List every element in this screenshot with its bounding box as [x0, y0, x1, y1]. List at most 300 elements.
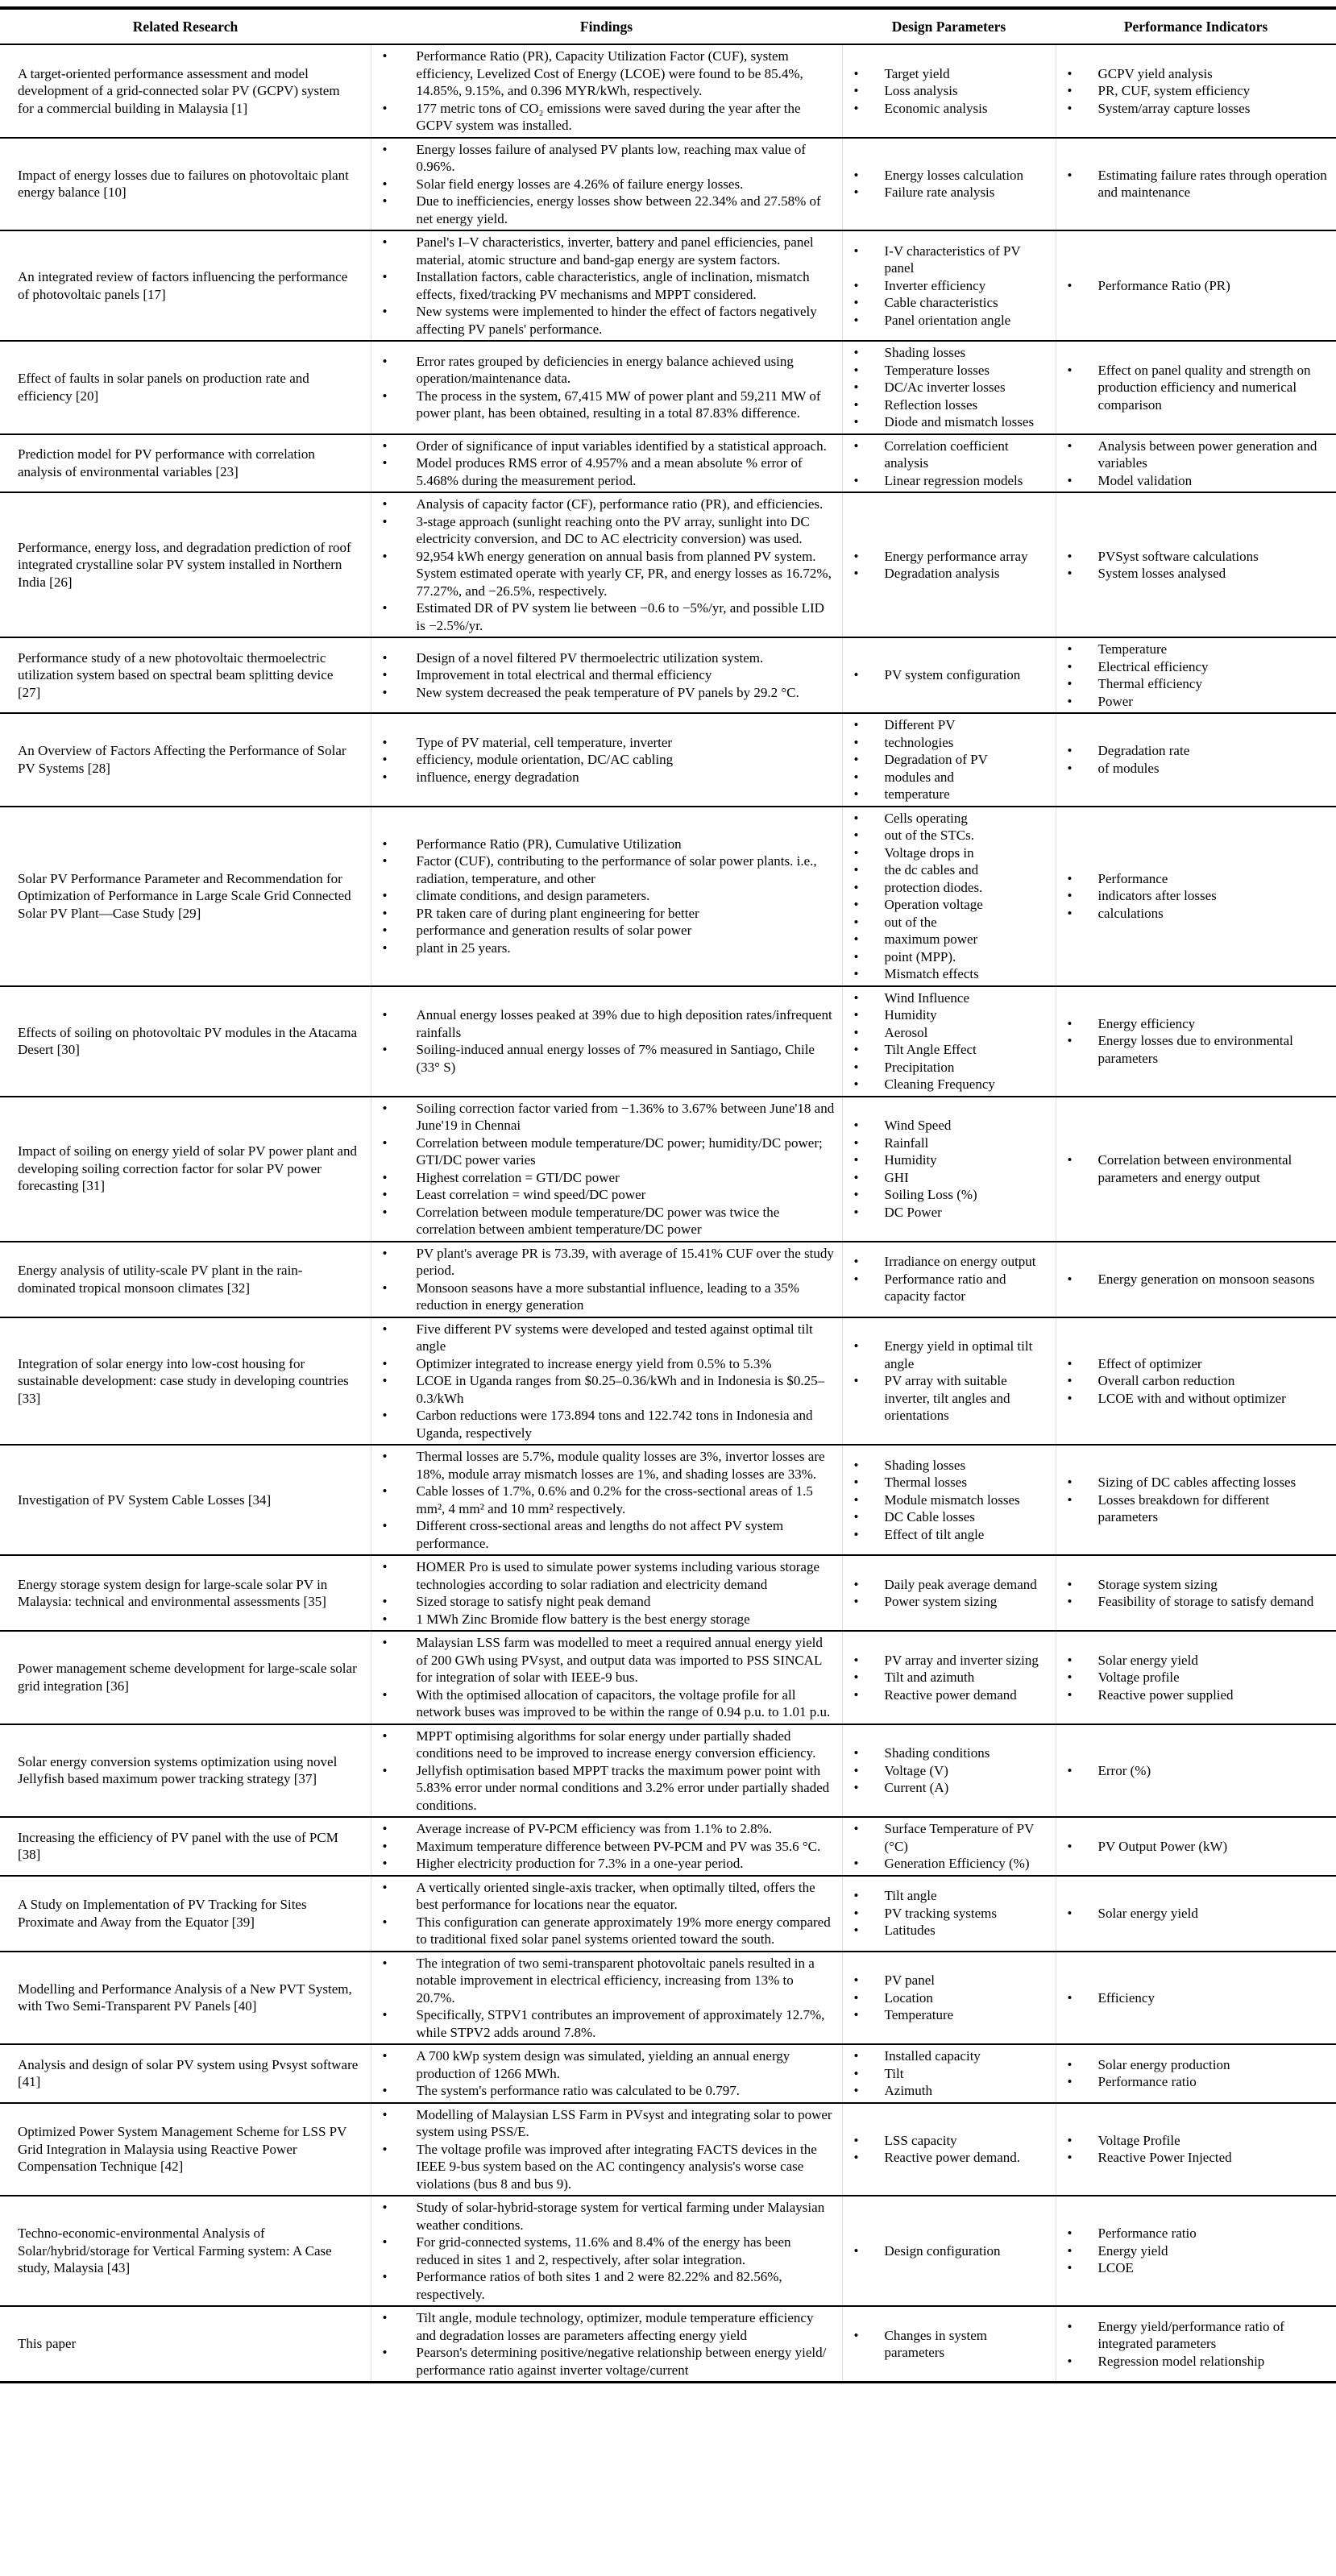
- design-parameters-cell: [842, 1631, 1056, 1724]
- findings-cell: [371, 1097, 842, 1242]
- findings-list-item: • Average increase of PV-PCM efficiency was from 1.1% to 2.8%.: [380, 1820, 836, 1838]
- findings-list-item: • Performance Ratio (PR), Capacity Utilization Factor (CUF), system efficiency, Levelized Cost of Energy (LCOE) were found to be 85.4%, 14.85%, 9.15%, and 0.396 MYR/kWh, respectively.: [380, 48, 836, 100]
- findings-list-item: • Pearson's determining positive/negative relationship between energy yield/ performance ratio against inverter voltage/current: [380, 2344, 836, 2379]
- findings-list-item: • performance and generation results of solar power: [380, 922, 836, 940]
- indicators-list-item: • LCOE: [1064, 2259, 1330, 2277]
- header-related-research: Related Research: [0, 8, 371, 44]
- table-row: [0, 1445, 1336, 1555]
- indicators-list-item: • Performance ratio: [1064, 2073, 1330, 2091]
- design-list-item: • Rainfall: [851, 1135, 1049, 1152]
- findings-list-item: • For grid-connected systems, 11.6% and 8.4% of the energy has been reduced in sites 1 and 2, respectively, after solar integration.: [380, 2234, 836, 2268]
- findings-list-item: • efficiency, module orientation, DC/AC cabling: [380, 751, 836, 769]
- findings-cell: [371, 986, 842, 1097]
- indicators-list-item: • Effect of optimizer: [1064, 1355, 1330, 1373]
- indicators-list-item: • System losses analysed: [1064, 565, 1330, 583]
- design-list-item: • PV array and inverter sizing: [851, 1652, 1049, 1670]
- design-parameters-cell: [842, 986, 1056, 1097]
- design-list-item: • Location: [851, 1989, 1049, 2007]
- design-list-item: • Surface Temperature of PV (°C): [851, 1820, 1049, 1855]
- design-list-item: • Failure rate analysis: [851, 184, 1049, 201]
- design-list-item: • Aerosol: [851, 1024, 1049, 1042]
- indicators-list: [1064, 1652, 1330, 1704]
- design-list-item: • DC Cable losses: [851, 1508, 1049, 1526]
- indicators-list-item: • Degradation rate: [1064, 742, 1330, 760]
- findings-cell: [371, 1952, 842, 2045]
- design-list-item: • I-V characteristics of PV panel: [851, 243, 1049, 277]
- findings-list: [380, 2106, 836, 2193]
- related-research-cell: Prediction model for PV performance with correlation analysis of environmental variables [23]: [0, 434, 371, 493]
- design-parameters-cell: [842, 341, 1056, 434]
- design-list-item: • Wind Speed: [851, 1117, 1049, 1135]
- findings-list-item: • HOMER Pro is used to simulate power systems including various storage technologies according to solar radiation and electricity demand: [380, 1558, 836, 1593]
- indicators-list: [1064, 641, 1330, 710]
- findings-list-item: • This configuration can generate approximately 19% more energy compared to traditional fixed solar panel systems oriented toward the south.: [380, 1914, 836, 1948]
- indicators-list-item: • PR, CUF, system efficiency: [1064, 82, 1330, 100]
- findings-list-item: • Highest correlation = GTI/DC power: [380, 1169, 836, 1187]
- design-list: [851, 167, 1049, 201]
- findings-cell: [371, 44, 842, 138]
- related-research-cell: Analysis and design of solar PV system using Pvsyst software [41]: [0, 2044, 371, 2103]
- design-list: [851, 438, 1049, 490]
- findings-list-item: • New system decreased the peak temperature of PV panels by 29.2 °C.: [380, 684, 836, 702]
- performance-indicators-cell: [1056, 44, 1336, 138]
- table-row: [0, 1876, 1336, 1952]
- findings-list: [380, 1558, 836, 1628]
- design-list-item: • Shading conditions: [851, 1744, 1049, 1762]
- indicators-list-item: • Solar energy yield: [1064, 1905, 1330, 1923]
- design-list: [851, 2132, 1049, 2167]
- indicators-list: [1064, 742, 1330, 777]
- performance-indicators-cell: [1056, 2044, 1336, 2103]
- indicators-list-item: • Correlation between environmental parameters and energy output: [1064, 1151, 1330, 1186]
- indicators-list: [1064, 2318, 1330, 2371]
- design-parameters-cell: [842, 637, 1056, 713]
- related-research-cell: Solar energy conversion systems optimization using novel Jellyfish based maximum power tracking strategy [37]: [0, 1724, 371, 1818]
- design-list-item: • Voltage (V): [851, 1762, 1049, 1780]
- indicators-list-item: • Analysis between power generation and variables: [1064, 438, 1330, 472]
- indicators-list-item: • calculations: [1064, 905, 1330, 923]
- findings-list-item: • Due to inefficiencies, energy losses show between 22.34% and 27.58% of net energy yield.: [380, 193, 836, 227]
- indicators-list-item: • GCPV yield analysis: [1064, 65, 1330, 83]
- findings-list-item: • Factor (CUF), contributing to the performance of solar power plants. i.e., radiation, temperature, and other: [380, 852, 836, 887]
- design-list: [851, 810, 1049, 983]
- design-list-item: • Panel orientation angle: [851, 312, 1049, 330]
- indicators-list: [1064, 1576, 1330, 1611]
- findings-list-item: • The process in the system, 67,415 MW of power plant and 59,211 MW of power plant, has been obtained, resulting in a total 87.83% difference.: [380, 388, 836, 422]
- design-parameters-cell: [842, 1724, 1056, 1818]
- design-list-item: • Target yield: [851, 65, 1049, 83]
- design-list: [851, 1338, 1049, 1425]
- performance-indicators-cell: [1056, 1952, 1336, 2045]
- related-research-cell: Impact of soiling on energy yield of solar PV power plant and developing soiling correction factor for solar PV power forecasting [31]: [0, 1097, 371, 1242]
- design-list: [851, 1887, 1049, 1939]
- design-list-item: • DC/Ac inverter losses: [851, 379, 1049, 396]
- design-list-item: • Shading losses: [851, 1457, 1049, 1475]
- indicators-list-item: • Sizing of DC cables affecting losses: [1064, 1474, 1330, 1491]
- findings-list-item: • Five different PV systems were developed and tested against optimal tilt angle: [380, 1321, 836, 1355]
- findings-list-item: • Panel's I–V characteristics, inverter, battery and panel efficiencies, panel material, atomic structure and band-gap energy are system factors.: [380, 234, 836, 268]
- findings-list-item: • 177 metric tons of CO₂ emissions were saved during the year after the GCPV system was installed.: [380, 100, 836, 135]
- performance-indicators-cell: [1056, 341, 1336, 434]
- table-row: [0, 637, 1336, 713]
- findings-list: [380, 1879, 836, 1948]
- indicators-list-item: • Storage system sizing: [1064, 1576, 1330, 1594]
- design-parameters-cell: [842, 492, 1056, 637]
- table-row: [0, 44, 1336, 138]
- findings-list-item: • Carbon reductions were 173.894 tons and 122.742 tons in Indonesia and Uganda, respectively: [380, 1407, 836, 1441]
- design-list: [851, 344, 1049, 431]
- table-row: [0, 1097, 1336, 1242]
- table-row: [0, 986, 1336, 1097]
- related-research-cell: Increasing the efficiency of PV panel with the use of PCM [38]: [0, 1817, 371, 1876]
- findings-list-item: • A 700 kWp system design was simulated, yielding an annual energy production of 1266 MWh.: [380, 2047, 836, 2082]
- related-research-cell: Integration of solar energy into low-cost housing for sustainable development: case study in developing countries [33]: [0, 1317, 371, 1446]
- design-parameters-cell: [842, 1952, 1056, 2045]
- findings-cell: [371, 138, 842, 231]
- findings-list-item: • Optimizer integrated to increase energy yield from 0.5% to 5.3%: [380, 1355, 836, 1373]
- findings-list-item: • New systems were implemented to hinder the effect of factors negatively affecting PV panels' performance.: [380, 303, 836, 338]
- performance-indicators-cell: [1056, 1097, 1336, 1242]
- related-research-cell: Investigation of PV System Cable Losses [34]: [0, 1445, 371, 1555]
- findings-cell: [371, 1242, 842, 1317]
- findings-list: [380, 1728, 836, 1815]
- findings-list-item: • Study of solar-hybrid-storage system for vertical farming under Malaysian weather conditions.: [380, 2199, 836, 2234]
- findings-list-item: • Correlation between module temperature/DC power; humidity/DC power; GTI/DC power varies: [380, 1135, 836, 1169]
- indicators-list: [1064, 1762, 1330, 1780]
- findings-cell: [371, 2306, 842, 2383]
- indicators-list-item: • Energy efficiency: [1064, 1015, 1330, 1033]
- related-research-cell: Solar PV Performance Parameter and Recommendation for Optimization of Performance in Large Scale Grid Connected Solar PV Plant—Case Study [29]: [0, 807, 371, 986]
- design-list: [851, 1253, 1049, 1305]
- design-parameters-cell: [842, 230, 1056, 341]
- findings-list-item: • Analysis of capacity factor (CF), performance ratio (PR), and efficiencies.: [380, 496, 836, 513]
- design-list-item: • PV array with suitable inverter, tilt angles and orientations: [851, 1372, 1049, 1425]
- design-list: [851, 1744, 1049, 1797]
- design-list-item: • technologies: [851, 734, 1049, 752]
- related-research-cell: Modelling and Performance Analysis of a New PVT System, with Two Semi-Transparent PV Panels [40]: [0, 1952, 371, 2045]
- indicators-list: [1064, 1271, 1330, 1288]
- related-research-cell: Performance, energy loss, and degradation prediction of roof integrated crystalline solar PV system installed in Northern India [26]: [0, 492, 371, 637]
- related-research-cell: Techno-economic-environmental Analysis of Solar/hybrid/storage for Vertical Farming system: A Case study, Malaysia [43]: [0, 2196, 371, 2306]
- findings-list-item: • 1 MWh Zinc Bromide flow battery is the best energy storage: [380, 1611, 836, 1628]
- design-list: [851, 2047, 1049, 2100]
- header-performance-indicators: Performance Indicators: [1056, 8, 1336, 44]
- design-list-item: • Reflection losses: [851, 396, 1049, 414]
- findings-cell: [371, 341, 842, 434]
- table-row: [0, 2306, 1336, 2383]
- indicators-list-item: • Model validation: [1064, 472, 1330, 490]
- findings-list-item: • Monsoon seasons have a more substantial influence, leading to a 35% reduction in energy generation: [380, 1280, 836, 1314]
- findings-list: [380, 141, 836, 228]
- findings-list: [380, 1100, 836, 1238]
- table-row: [0, 2196, 1336, 2306]
- indicators-list-item: • Power: [1064, 693, 1330, 711]
- design-parameters-cell: [842, 1242, 1056, 1317]
- design-list-item: • Cells operating: [851, 810, 1049, 828]
- design-list-item: • point (MPP).: [851, 948, 1049, 966]
- design-list-item: • Soiling Loss (%): [851, 1186, 1049, 1204]
- findings-cell: [371, 1724, 842, 1818]
- design-parameters-cell: [842, 1445, 1056, 1555]
- findings-list: [380, 836, 836, 957]
- findings-list-item: • The system's performance ratio was calculated to be 0.797.: [380, 2082, 836, 2100]
- findings-list-item: • Installation factors, cable characteristics, angle of inclination, mismatch effects, fixed/tracking PV mechanisms and MPPT considered.: [380, 268, 836, 303]
- design-list: [851, 243, 1049, 330]
- indicators-list-item: • Losses breakdown for different parameters: [1064, 1491, 1330, 1526]
- table-row: [0, 2044, 1336, 2103]
- findings-cell: [371, 2196, 842, 2306]
- design-list: [851, 2327, 1049, 2362]
- table-header-row: [0, 8, 1336, 44]
- performance-indicators-cell: [1056, 434, 1336, 493]
- findings-cell: [371, 1817, 842, 1876]
- design-list: [851, 65, 1049, 118]
- table-row: [0, 1317, 1336, 1446]
- findings-list: [380, 48, 836, 135]
- findings-list-item: • The voltage profile was improved after integrating FACTS devices in the IEEE 9-bus system based on the AC contingency analysis's worse case violations (bus 8 and bus 9).: [380, 2141, 836, 2193]
- findings-list: [380, 2047, 836, 2100]
- design-list-item: • Energy losses calculation: [851, 167, 1049, 185]
- design-list-item: • out of the: [851, 914, 1049, 931]
- design-list-item: • Inverter efficiency: [851, 277, 1049, 295]
- design-list-item: • PV tracking systems: [851, 1905, 1049, 1923]
- header-findings: Findings: [371, 8, 842, 44]
- design-list-item: • Current (A): [851, 1779, 1049, 1797]
- findings-list-item: • Estimated DR of PV system lie between −0.6 to −5%/yr, and possible LID is −2.5%/yr.: [380, 599, 836, 634]
- findings-list: [380, 1820, 836, 1873]
- design-parameters-cell: [842, 138, 1056, 231]
- design-list-item: • Wind Influence: [851, 989, 1049, 1007]
- performance-indicators-cell: [1056, 713, 1336, 807]
- design-list-item: • the dc cables and: [851, 861, 1049, 879]
- related-research-cell: This paper: [0, 2306, 371, 2383]
- findings-list: [380, 438, 836, 490]
- design-list-item: • Operation voltage: [851, 896, 1049, 914]
- design-parameters-cell: [842, 1317, 1056, 1446]
- indicators-list-item: • Error (%): [1064, 1762, 1330, 1780]
- indicators-list-item: • Energy losses due to environmental parameters: [1064, 1032, 1330, 1067]
- design-list-item: • maximum power: [851, 931, 1049, 948]
- findings-list-item: • Maximum temperature difference between PV-PCM and PV was 35.6 °C.: [380, 1838, 836, 1856]
- design-list: [851, 2242, 1049, 2260]
- performance-indicators-cell: [1056, 1631, 1336, 1724]
- performance-indicators-cell: [1056, 1555, 1336, 1631]
- design-list-item: • Design configuration: [851, 2242, 1049, 2260]
- table-body: [0, 44, 1336, 2383]
- design-list: [851, 548, 1049, 583]
- design-list-item: • Reactive power demand.: [851, 2149, 1049, 2167]
- findings-cell: [371, 1631, 842, 1724]
- header-design-parameters: Design Parameters: [842, 8, 1056, 44]
- indicators-list-item: • Voltage profile: [1064, 1669, 1330, 1686]
- related-research-cell: Energy storage system design for large-scale solar PV in Malaysia: technical and environmental assessments [35]: [0, 1555, 371, 1631]
- indicators-list-item: • LCOE with and without optimizer: [1064, 1390, 1330, 1408]
- indicators-list-item: • Feasibility of storage to satisfy demand: [1064, 1593, 1330, 1611]
- design-list-item: • Cable characteristics: [851, 294, 1049, 312]
- design-list-item: • Linear regression models: [851, 472, 1049, 490]
- findings-list-item: • Cable losses of 1.7%, 0.6% and 0.2% for the cross-sectional areas of 1.5 mm², 4 mm² and 10 mm² respectively.: [380, 1483, 836, 1517]
- design-list-item: • DC Power: [851, 1204, 1049, 1222]
- related-research-cell: Impact of energy losses due to failures on photovoltaic plant energy balance [10]: [0, 138, 371, 231]
- findings-list-item: • Performance ratios of both sites 1 and 2 were 82.22% and 82.56%, respectively.: [380, 2268, 836, 2303]
- table-row: [0, 492, 1336, 637]
- design-list-item: • Humidity: [851, 1006, 1049, 1024]
- indicators-list-item: • Performance Ratio (PR): [1064, 277, 1330, 295]
- related-research-cell: Optimized Power System Management Scheme for LSS PV Grid Integration in Malaysia using Reactive Power Compensation Technique [42]: [0, 2103, 371, 2196]
- findings-list-item: • LCOE in Uganda ranges from $0.25–0.36/kWh and in Indonesia is $0.25–0.3/kWh: [380, 1372, 836, 1407]
- findings-list: [380, 649, 836, 702]
- design-parameters-cell: [842, 1097, 1056, 1242]
- related-research-cell: An integrated review of factors influencing the performance of photovoltaic panels [17]: [0, 230, 371, 341]
- indicators-list: [1064, 438, 1330, 490]
- findings-list-item: • Least correlation = wind speed/DC power: [380, 1186, 836, 1204]
- indicators-list-item: • Reactive Power Injected: [1064, 2149, 1330, 2167]
- findings-list: [380, 734, 836, 786]
- table-row: [0, 2103, 1336, 2196]
- design-list-item: • Installed capacity: [851, 2047, 1049, 2065]
- findings-list-item: • A vertically oriented single-axis tracker, when optimally tilted, offers the best performance for locations near the equator.: [380, 1879, 836, 1914]
- design-list-item: • Diode and mismatch losses: [851, 413, 1049, 431]
- performance-indicators-cell: [1056, 1817, 1336, 1876]
- indicators-list: [1064, 65, 1330, 118]
- findings-list-item: • With the optimised allocation of capacitors, the voltage profile for all network buses was improved to be within the range of 0.94 p.u. to 1.01 p.u.: [380, 1686, 836, 1721]
- findings-list: [380, 1321, 836, 1442]
- indicators-list: [1064, 362, 1330, 414]
- findings-cell: [371, 713, 842, 807]
- indicators-list-item: • Performance ratio: [1064, 2225, 1330, 2242]
- findings-list: [380, 1634, 836, 1721]
- performance-indicators-cell: [1056, 1724, 1336, 1818]
- findings-list-item: • 3-stage approach (sunlight reaching onto the PV array, sunlight into DC electricity conversion, and DC to AC electricity conversion) was used.: [380, 513, 836, 548]
- design-list: [851, 1117, 1049, 1221]
- findings-list-item: • Modelling of Malaysian LSS Farm in PVsyst and integrating solar to power system using PSS/E.: [380, 2106, 836, 2141]
- table-row: [0, 713, 1336, 807]
- findings-cell: [371, 1876, 842, 1952]
- indicators-list: [1064, 277, 1330, 295]
- design-list-item: • Degradation analysis: [851, 565, 1049, 583]
- indicators-list-item: • Energy yield: [1064, 2242, 1330, 2260]
- indicators-list: [1064, 548, 1330, 583]
- findings-list: [380, 353, 836, 422]
- findings-cell: [371, 807, 842, 986]
- performance-indicators-cell: [1056, 2196, 1336, 2306]
- design-list-item: • Degradation of PV: [851, 751, 1049, 769]
- related-research-cell: Power management scheme development for large-scale solar grid integration [36]: [0, 1631, 371, 1724]
- indicators-list: [1064, 1474, 1330, 1526]
- design-list-item: • Cleaning Frequency: [851, 1076, 1049, 1093]
- table-row: [0, 1952, 1336, 2045]
- indicators-list-item: • PV Output Power (kW): [1064, 1838, 1330, 1856]
- findings-list-item: • Correlation between module temperature/DC power was twice the correlation between ambient temperature/DC power: [380, 1204, 836, 1238]
- indicators-list-item: • Energy yield/performance ratio of integrated parameters: [1064, 2318, 1330, 2353]
- findings-list-item: • Type of PV material, cell temperature, inverter: [380, 734, 836, 752]
- design-list-item: • Energy yield in optimal tilt angle: [851, 1338, 1049, 1372]
- findings-list-item: • Different cross-sectional areas and lengths do not affect PV system performance.: [380, 1517, 836, 1552]
- findings-cell: [371, 434, 842, 493]
- design-parameters-cell: [842, 2306, 1056, 2383]
- design-list-item: • Humidity: [851, 1151, 1049, 1169]
- table-row: [0, 138, 1336, 231]
- findings-cell: [371, 1445, 842, 1555]
- findings-list-item: • Specifically, STPV1 contributes an improvement of approximately 12.7%, while STPV2 adds around 7.8%.: [380, 2006, 836, 2041]
- indicators-list: [1064, 1015, 1330, 1068]
- indicators-list-item: • indicators after losses: [1064, 887, 1330, 905]
- indicators-list: [1064, 2225, 1330, 2277]
- table-row: [0, 1555, 1336, 1631]
- design-list-item: • LSS capacity: [851, 2132, 1049, 2150]
- design-list-item: • Effect of tilt angle: [851, 1526, 1049, 1544]
- indicators-list: [1064, 1905, 1330, 1923]
- indicators-list: [1064, 1151, 1330, 1186]
- design-parameters-cell: [842, 434, 1056, 493]
- findings-cell: [371, 492, 842, 637]
- performance-indicators-cell: [1056, 986, 1336, 1097]
- findings-list-item: • Energy losses failure of analysed PV plants low, reaching max value of 0.96%.: [380, 141, 836, 176]
- indicators-list: [1064, 2132, 1330, 2167]
- design-list-item: • Temperature: [851, 2006, 1049, 2024]
- design-list-item: • Irradiance on energy output: [851, 1253, 1049, 1271]
- related-research-cell: Effect of faults in solar panels on production rate and efficiency [20]: [0, 341, 371, 434]
- design-list-item: • Daily peak average demand: [851, 1576, 1049, 1594]
- indicators-list-item: • Performance: [1064, 870, 1330, 888]
- findings-list: [380, 1448, 836, 1552]
- findings-list-item: • 92,954 kWh energy generation on annual basis from planned PV system. System estimated operate with yearly CF, PR, and energy losses as 16.72%, 77.27%, and −26.5%, respectively.: [380, 548, 836, 600]
- findings-list-item: • influence, energy degradation: [380, 769, 836, 786]
- design-list-item: • Correlation coefficient analysis: [851, 438, 1049, 472]
- design-parameters-cell: [842, 1817, 1056, 1876]
- design-list-item: • protection diodes.: [851, 879, 1049, 897]
- indicators-list-item: • of modules: [1064, 760, 1330, 778]
- table-row: [0, 1242, 1336, 1317]
- indicators-list-item: • Estimating failure rates through operation and maintenance: [1064, 167, 1330, 201]
- findings-list-item: • Error rates grouped by deficiencies in energy balance achieved using operation/maintenance data.: [380, 353, 836, 388]
- design-list-item: • Tilt angle: [851, 1887, 1049, 1905]
- findings-list-item: • Improvement in total electrical and thermal efficiency: [380, 666, 836, 684]
- table-row: [0, 230, 1336, 341]
- indicators-list-item: • Temperature: [1064, 641, 1330, 658]
- related-research-cell: A Study on Implementation of PV Tracking for Sites Proximate and Away from the Equator [39]: [0, 1876, 371, 1952]
- design-parameters-cell: [842, 2196, 1056, 2306]
- findings-list-item: • PR taken care of during plant engineering for better: [380, 905, 836, 923]
- design-list-item: • GHI: [851, 1169, 1049, 1187]
- design-list-item: • Economic analysis: [851, 100, 1049, 118]
- performance-indicators-cell: [1056, 637, 1336, 713]
- findings-list-item: • Model produces RMS error of 4.957% and a mean absolute % error of 5.468% during the measurement period.: [380, 454, 836, 489]
- findings-list: [380, 1245, 836, 1314]
- performance-indicators-cell: [1056, 2306, 1336, 2383]
- indicators-list-item: • Overall carbon reduction: [1064, 1372, 1330, 1390]
- design-list-item: • modules and: [851, 769, 1049, 786]
- indicators-list: [1064, 1355, 1330, 1408]
- findings-cell: [371, 230, 842, 341]
- findings-list-item: • Tilt angle, module technology, optimizer, module temperature efficiency and degradation losses are parameters affecting energy yield: [380, 2309, 836, 2344]
- design-list-item: • Tilt and azimuth: [851, 1669, 1049, 1686]
- findings-list-item: • Sized storage to satisfy night peak demand: [380, 1593, 836, 1611]
- findings-list-item: • Higher electricity production for 7.3% in a one-year period.: [380, 1855, 836, 1873]
- related-research-cell: An Overview of Factors Affecting the Performance of Solar PV Systems [28]: [0, 713, 371, 807]
- design-list-item: • Tilt: [851, 2065, 1049, 2083]
- findings-list-item: • Thermal losses are 5.7%, module quality losses are 3%, invertor losses are 18%, module array mismatch losses are 1%, and shading losses are 33%.: [380, 1448, 836, 1483]
- performance-indicators-cell: [1056, 1445, 1336, 1555]
- findings-list-item: • plant in 25 years.: [380, 940, 836, 957]
- design-list-item: • Tilt Angle Effect: [851, 1041, 1049, 1059]
- related-research-cell: Effects of soiling on photovoltaic PV modules in the Atacama Desert [30]: [0, 986, 371, 1097]
- findings-list: [380, 496, 836, 634]
- findings-list-item: • Jellyfish optimisation based MPPT tracks the maximum power point with 5.83% error under normal conditions and 3.2% error under partially shaded conditions.: [380, 1762, 836, 1815]
- design-list-item: • Azimuth: [851, 2082, 1049, 2100]
- design-list-item: • Power system sizing: [851, 1593, 1049, 1611]
- design-list-item: • Precipitation: [851, 1059, 1049, 1076]
